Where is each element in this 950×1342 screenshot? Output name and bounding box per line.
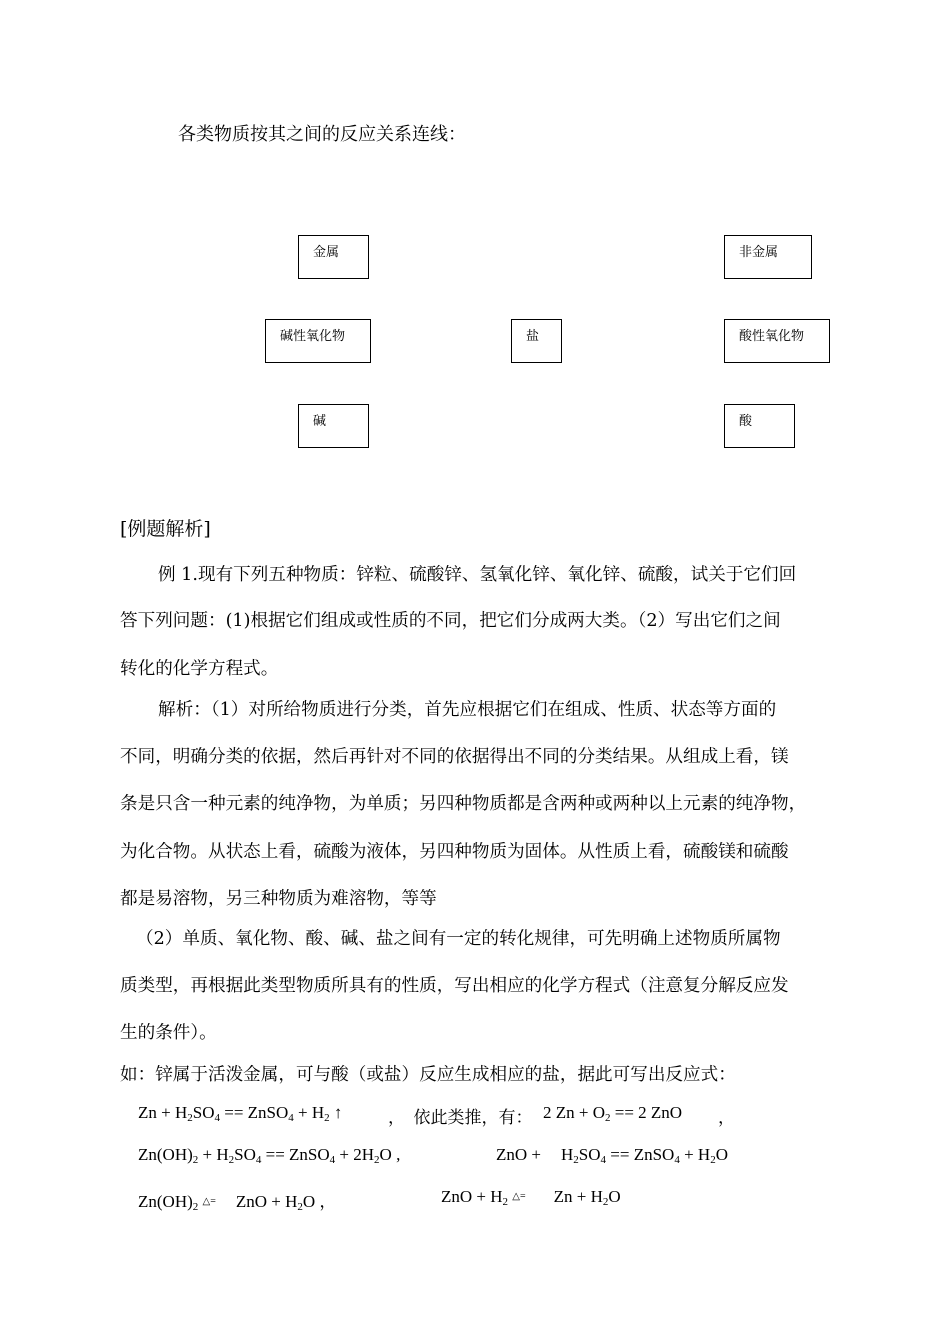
gas-arrow-icon: ↑ <box>333 1103 343 1122</box>
paragraph-line: 答下列问题：(1)根据它们组成或性质的不同，把它们分成两大类。（2）写出它们之间 <box>120 611 781 631</box>
box-acid: 酸 <box>724 404 795 448</box>
paragraph-line: 如：锌属于活泼金属，可与酸（或盐）反应生成相应的盐，据此可写出反应式： <box>120 1065 736 1085</box>
intro-text: 各类物质按其之间的反应关系连线： <box>178 124 466 145</box>
heat-condition-icon: △= <box>202 1196 216 1207</box>
paragraph-line: 质类型，再根据此类型物质所具有的性质，写出相应的化学方程式（注意复分解反应发 <box>120 976 789 996</box>
paragraph-line: 转化的化学方程式。 <box>120 659 279 679</box>
box-basic-oxide: 碱性氧化物 <box>265 319 371 363</box>
paragraph-line: （2）单质、氧化物、酸、碱、盐之间有一定的转化规律，可先明确上述物质所属物 <box>136 929 781 949</box>
box-metal: 金属 <box>298 235 369 279</box>
paragraph-line: 例 1.现有下列五种物质：锌粒、硫酸锌、氢氧化锌、氧化锌、硫酸，试关于它们回 <box>158 565 797 585</box>
paragraph-line: 不同，明确分类的依据，然后再针对不同的依据得出不同的分类结果。从组成上看，镁 <box>120 747 789 767</box>
heat-condition-icon: △= <box>512 1191 526 1202</box>
box-salt: 盐 <box>511 319 562 363</box>
box-acidic-oxide: 酸性氧化物 <box>724 319 830 363</box>
paragraph-line: 都是易溶物，另三种物质为难溶物，等等 <box>120 889 437 909</box>
section-heading: [例题解析] <box>120 518 211 540</box>
equation-tail-comma: ， <box>718 1108 735 1127</box>
equation-zn-o2: 2 $Zn + O_2 == 2$ ZnO <box>543 1103 683 1124</box>
paragraph-line: 条是只含一种元素的纯净物，为单质；另四种物质都是含两种或两种以上元素的纯净物， <box>120 794 807 814</box>
equation-zn-h2so4: $Zn + H_2SO_4$ == ZnSO$_4$ + $H_2$ ↑ <box>138 1103 343 1124</box>
equation-zno-h2so4: ZnO + $H_2SO_4$ == ZnSO$_4$ + $H_2O$ <box>496 1145 728 1166</box>
equation-znoh2-decompose: $Zn(OH)_2$ △= ZnO + $H_2O$ ， <box>138 1192 337 1213</box>
paragraph-line: 解析：（1）对所给物质进行分类，首先应根据它们在组成、性质、状态等方面的 <box>158 700 777 720</box>
box-base: 碱 <box>298 404 369 448</box>
paragraph-line: 为化合物。从状态上看，硫酸为液体，另四种物质为固体。从性质上看，硫酸镁和硫酸 <box>120 842 789 862</box>
box-nonmetal: 非金属 <box>724 235 812 279</box>
paragraph-line: 生的条件）。 <box>120 1023 217 1043</box>
equation-connector-text: ， 依此类推，有： <box>388 1108 533 1127</box>
equation-zno-h2: ZnO + $H_2$ △= $Zn + H_2O$ <box>441 1187 621 1208</box>
equation-znoh2-h2so4: $Zn(OH)_2 + H_2SO_4$ == ZnSO$_4$ + $2H_2O$ , <box>138 1145 401 1166</box>
